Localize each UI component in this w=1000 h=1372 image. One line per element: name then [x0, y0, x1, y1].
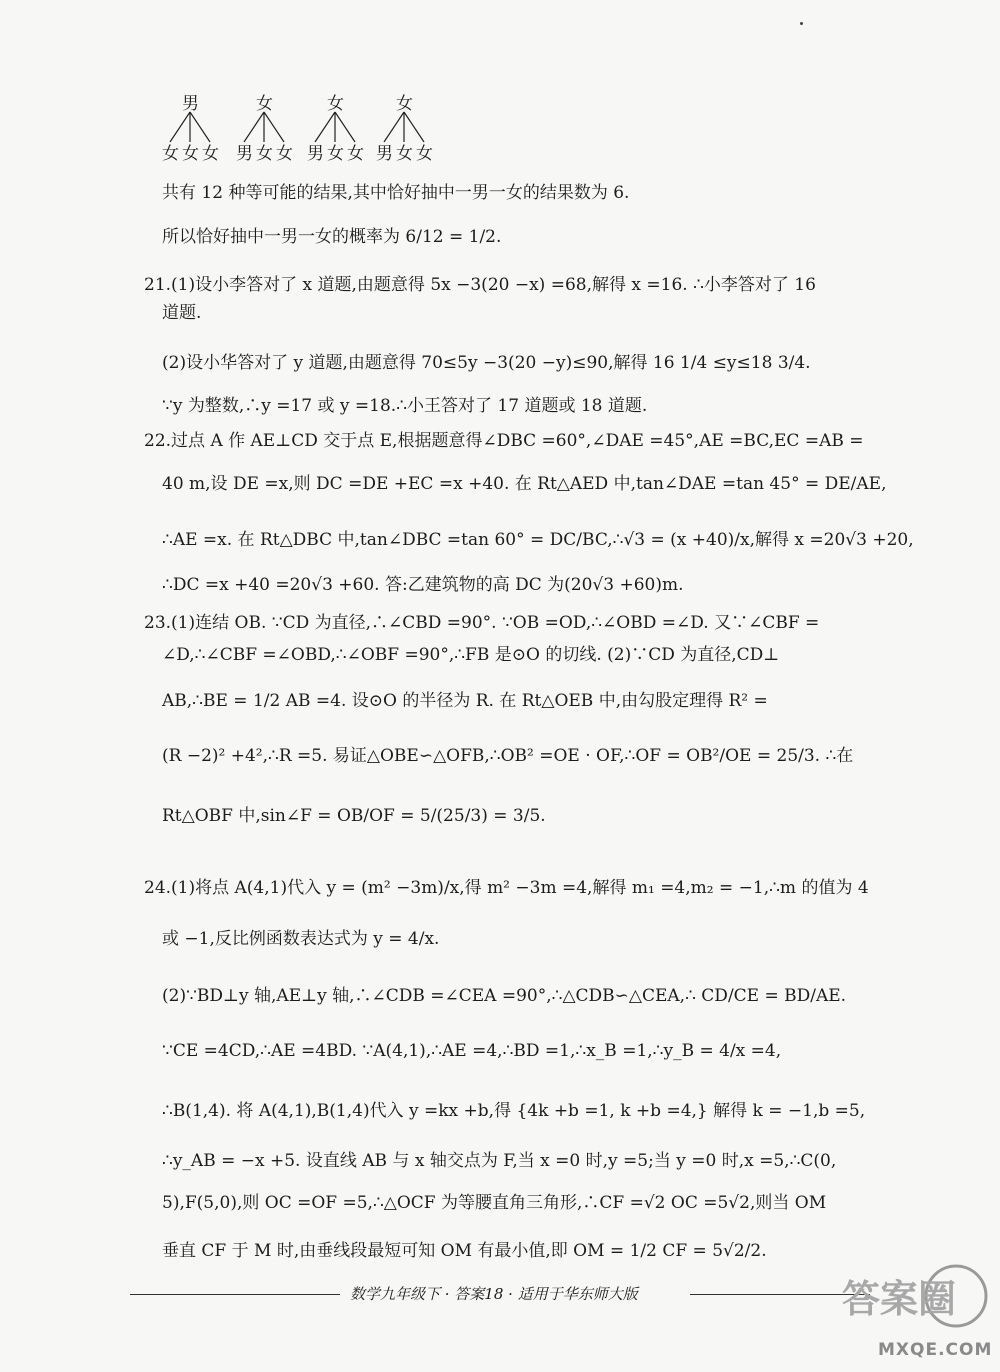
text-line: ∠D,∴∠CBF =∠OBD,∴∠OBF =90°,∴FB 是⊙O 的切线. (2)∵CD 为直径,CD⊥: [162, 645, 780, 665]
svg-text:答案圈: 答案圈: [842, 1277, 957, 1321]
footer-text: 数学九年级下 · 答案18 · 适用于华东师大版: [350, 1285, 638, 1303]
text-line: AB,∴BE = 1/2 AB =4. 设⊙O 的半径为 R. 在 Rt△OEB 中,由勾股定理得 R² =: [162, 691, 768, 711]
text-line: 40 m,设 DE =x,则 DC =DE +EC =x +40. 在 Rt△AED 中,tan∠DAE =tan 45° = DE/AE,: [162, 474, 887, 494]
tree-leaf: 女: [202, 144, 219, 164]
text-line: Rt△OBF 中,sin∠F = OB/OF = 5/(25/3) = 3/5.: [162, 806, 546, 826]
tree-root: 女: [327, 94, 344, 114]
text-line: (2)设小华答对了 y 道题,由题意得 70≤5y −3(20 −y)≤90,解得 16 1/4 ≤y≤18 3/4.: [162, 353, 811, 373]
tree-leaf: 男: [307, 144, 324, 164]
text-line: ∴AE =x. 在 Rt△DBC 中,tan∠DBC =tan 60° = DC/BC,∴√3 = (x +40)/x,解得 x =20√3 +20,: [162, 530, 914, 550]
tree-leaf: 女: [416, 144, 433, 164]
text-line: 21.(1)设小李答对了 x 道题,由题意得 5x −3(20 −x) =68,解得 x =16. ∴小李答对了 16: [144, 275, 816, 295]
tree-leaf: 女: [162, 144, 179, 164]
text-line: ∵y 为整数,∴y =17 或 y =18.∴小王答对了 17 道题或 18 道题.: [162, 396, 648, 416]
text-line: 24.(1)将点 A(4,1)代入 y = (m² −3m)/x,得 m² −3m =4,解得 m₁ =4,m₂ = −1,∴m 的值为 4: [144, 878, 869, 898]
text-line: ∴DC =x +40 =20√3 +60. 答:乙建筑物的高 DC 为(20√3 +60)m.: [162, 575, 684, 595]
tree-leaf: 女: [182, 144, 199, 164]
tree-root: 女: [256, 94, 273, 114]
text-line: 23.(1)连结 OB. ∵CD 为直径,∴∠CBD =90°. ∵OB =OD,∴∠OBD =∠D. 又∵∠CBF =: [144, 613, 820, 633]
watermark-url: MXQE.COM: [878, 1340, 993, 1360]
tree-leaf: 女: [396, 144, 413, 164]
text-line: 道题.: [162, 303, 202, 323]
text-line: ∵CE =4CD,∴AE =4BD. ∵A(4,1),∴AE =4,∴BD =1,∴x_B =1,∴y_B = 4/x =4,: [162, 1041, 782, 1061]
tree-diagram: [158, 90, 458, 170]
text-line: 所以恰好抽中一男一女的概率为 6/12 = 1/2.: [162, 227, 502, 247]
watermark: [838, 1256, 993, 1366]
tree-root: 女: [396, 94, 413, 114]
text-line: 22.过点 A 作 AE⊥CD 交于点 E,根据题意得∠DBC =60°,∠DAE =45°,AE =BC,EC =AB =: [144, 431, 864, 451]
speck: [800, 22, 803, 25]
tree-leaf: 女: [327, 144, 344, 164]
text-line: (2)∵BD⊥y 轴,AE⊥y 轴,∴∠CDB =∠CEA =90°,∴△CDB∽△CEA,∴ CD/CE = BD/AE.: [162, 986, 847, 1006]
text-line: ∴B(1,4). 将 A(4,1),B(1,4)代入 y =kx +b,得 {4k +b =1, k +b =4,} 解得 k = −1,b =5,: [162, 1101, 866, 1121]
tree-leaf: 女: [256, 144, 273, 164]
tree-leaf: 女: [347, 144, 364, 164]
tree-root: 男: [182, 94, 199, 114]
text-line: 垂直 CF 于 M 时,由垂线段最短可知 OM 有最小值,即 OM = 1/2 CF = 5√2/2.: [162, 1241, 767, 1261]
text-line: 5),F(5,0),则 OC =OF =5,∴△OCF 为等腰直角三角形,∴CF =√2 OC =5√2,则当 OM: [162, 1193, 827, 1213]
tree-leaf: 男: [236, 144, 253, 164]
tree-leaf: 女: [276, 144, 293, 164]
footer-rule-left: [130, 1294, 340, 1295]
watermark-logo: [838, 1256, 988, 1340]
text-line: 或 −1,反比例函数表达式为 y = 4/x.: [162, 929, 440, 949]
text-line: (R −2)² +4²,∴R =5. 易证△OBE∽△OFB,∴OB² =OE · OF,∴OF = OB²/OE = 25/3. ∴在: [162, 746, 854, 766]
tree-leaf: 男: [376, 144, 393, 164]
text-line: 共有 12 种等可能的结果,其中恰好抽中一男一女的结果数为 6.: [162, 183, 630, 203]
text-line: ∴y_AB = −x +5. 设直线 AB 与 x 轴交点为 F,当 x =0 时,y =5;当 y =0 时,x =5,∴C(0,: [162, 1151, 837, 1171]
